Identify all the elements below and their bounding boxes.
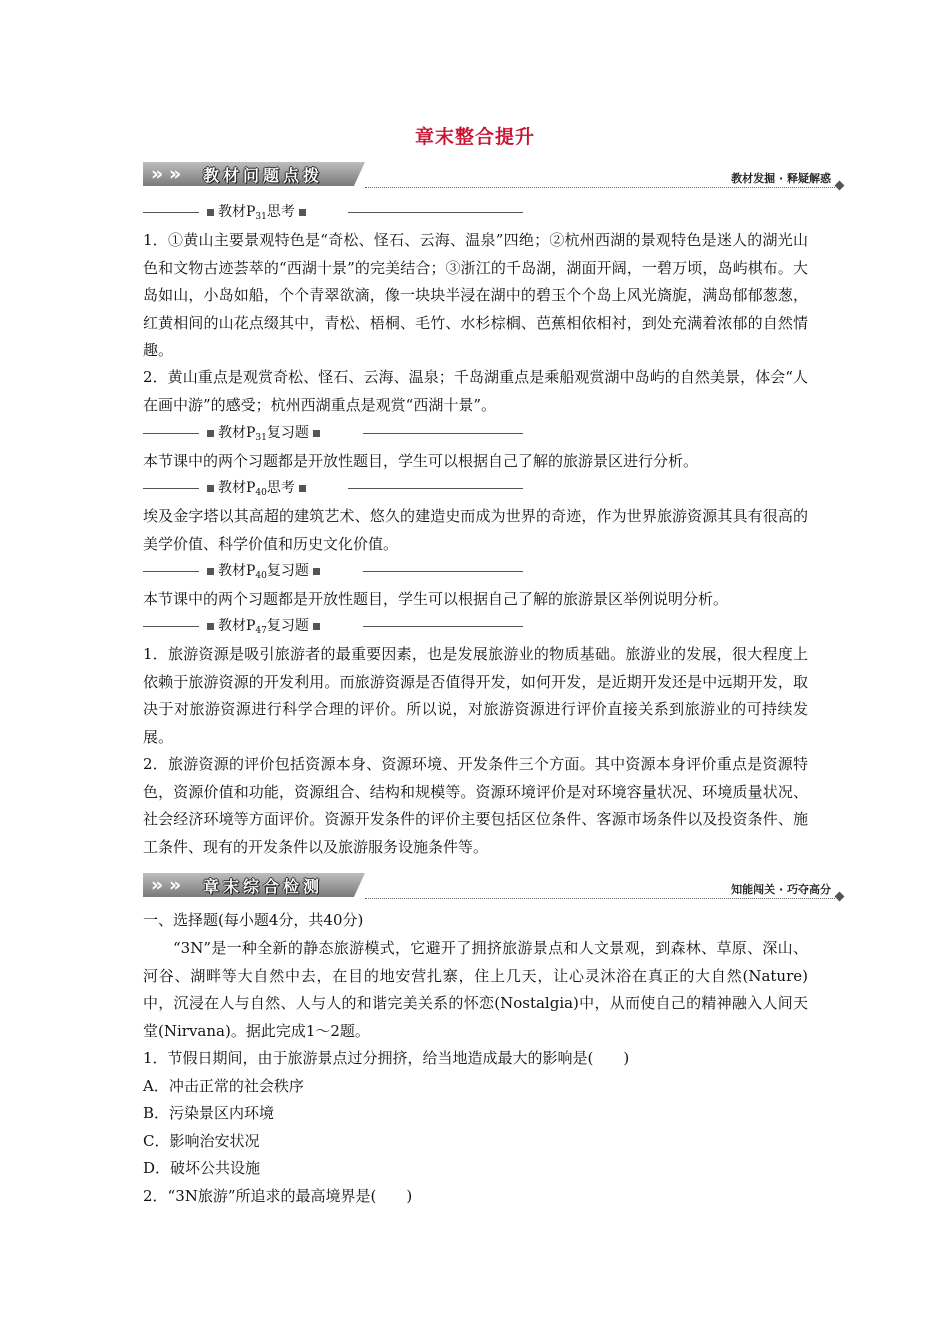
subheading-text xyxy=(203,478,310,503)
square-icon xyxy=(207,485,214,492)
page-title: 章末整合提升 xyxy=(414,126,535,148)
section-banner-exam xyxy=(143,871,843,901)
paragraph: 本节课中的两个习题都是开放性题目，学生可以根据自己了解的旅游景区进行分析。 xyxy=(143,452,699,470)
page-number: 40 xyxy=(255,571,267,581)
subheading xyxy=(143,423,523,443)
option-c: C．影响治安状况 xyxy=(143,1132,260,1150)
chevron-right-icon: » xyxy=(151,874,164,896)
square-icon xyxy=(313,430,320,437)
paragraph: 2．黄山重点是观赏奇松、怪石、云海、温泉；千岛湖重点是乘船观赏湖中岛屿的自然美景，体会“人在画中游”的感受；杭州西湖重点是观赏“西湖十景”。 xyxy=(143,368,808,414)
subheading-prefix: 教材P xyxy=(218,204,256,220)
subheading-suffix: 复习题 xyxy=(266,618,309,634)
paragraph: 1．旅游资源是吸引旅游者的最重要因素，也是发展旅游业的物质基础。旅游业的发展，很大程度上依赖于旅游资源的开发利用。而旅游资源是否值得开发，如何开发，是近期开发还是中远期开发，取决于对旅游资源进行科学合理的评价。所以说，对旅游资源进行评价直接关系到旅游业的可持续发展。 xyxy=(143,645,808,746)
subheading-text xyxy=(203,561,324,586)
subheading xyxy=(143,202,523,222)
option-d: D．破坏公共设施 xyxy=(143,1159,261,1177)
subheading xyxy=(143,478,523,498)
square-icon xyxy=(313,623,320,630)
rule-right xyxy=(363,433,523,434)
square-icon xyxy=(207,430,214,437)
paragraph: 2．旅游资源的评价包括资源本身、资源环境、开发条件三个方面。其中资源本身评价重点是资源特色，资源价值和功能，资源组合、结构和规模等。资源环境评价是对环境容量状况、环境质量状况、社会经济环境等方面评价。资源开发条件的评价主要包括区位条件、客源市场条件以及投资条件、施工条件、现有的开发条件以及旅游服务设施条件等。 xyxy=(143,755,808,856)
rule-left xyxy=(143,433,199,434)
square-icon xyxy=(299,209,306,216)
rule-right xyxy=(348,488,523,489)
subheading-prefix: 教材P xyxy=(218,618,256,634)
rule-right xyxy=(363,626,523,627)
section-banner-textbook xyxy=(143,160,843,190)
rule-left xyxy=(143,626,199,627)
subheading-suffix: 思考 xyxy=(266,204,295,220)
subheading-prefix: 教材P xyxy=(218,480,256,496)
banner-subtitle: 知能闯关 · 巧夺高分 xyxy=(731,883,831,896)
banner-label: 教材问题点拨 xyxy=(203,166,324,185)
subheading-prefix: 教材P xyxy=(218,563,256,579)
diamond-icon xyxy=(835,892,845,902)
square-icon xyxy=(313,568,320,575)
question-stem: “3N”是一种全新的静态旅游模式，它避开了拥挤旅游景点和人文景观，到森林、草原、深山、河谷、湖畔等大自然中去，在目的地安营扎寨，住上几天，让心灵沐浴在真正的大自然(Nature)中，沉浸在人与自然、人与人的和谐完美关系的怀恋(Nostalgia)中，从而使自己的精神融入人间天堂(Nirvana)。据此完成1～2题。 xyxy=(143,939,808,1040)
option-b: B．污染景区内环境 xyxy=(143,1104,275,1122)
subheading-text xyxy=(203,423,324,448)
section-heading: 一、选择题(每小题4分，共40分) xyxy=(143,911,364,929)
subheading xyxy=(143,616,523,636)
rule-right xyxy=(363,571,523,572)
chevron-right-icon: » xyxy=(169,874,182,896)
banner-subtitle: 教材发掘 · 释疑解惑 xyxy=(731,172,831,185)
subheading-suffix: 思考 xyxy=(266,480,295,496)
page-number: 40 xyxy=(255,488,267,498)
subheading-suffix: 复习题 xyxy=(266,425,309,441)
chevron-right-icon: » xyxy=(151,163,164,185)
square-icon xyxy=(207,623,214,630)
question-1: 1．节假日期间，由于旅游景点过分拥挤，给当地造成最大的影响是( ) xyxy=(143,1049,630,1067)
question-2: 2．“3N旅游”所追求的最高境界是( ) xyxy=(143,1187,413,1205)
subheading-suffix: 复习题 xyxy=(266,563,309,579)
subheading xyxy=(143,561,523,581)
rule-right xyxy=(348,212,523,213)
page-number: 31 xyxy=(255,212,267,222)
square-icon xyxy=(299,485,306,492)
paragraph: 埃及金字塔以其高超的建筑艺术、悠久的建造史而成为世界的奇迹，作为世界旅游资源其具有很高的美学价值、科学价值和历史文化价值。 xyxy=(143,507,808,553)
diamond-icon xyxy=(835,181,845,191)
rule-left xyxy=(143,488,199,489)
banner-label: 章末综合检测 xyxy=(203,877,324,896)
chevron-right-icon: » xyxy=(169,163,182,185)
rule-left xyxy=(143,212,199,213)
option-a: A．冲击正常的社会秩序 xyxy=(143,1077,304,1095)
page-number: 31 xyxy=(255,433,267,443)
rule-left xyxy=(143,571,199,572)
paragraph: 1．①黄山主要景观特色是“奇松、怪石、云海、温泉”四绝；②杭州西湖的景观特色是迷人的湖光山色和文物古迹荟萃的“西湖十景”的完美结合；③浙江的千岛湖，湖面开阔，一碧万顷，岛屿棋布。大岛如山，小岛如船，个个青翠欲滴，像一块块半浸在湖中的碧玉个个岛上风光旖旎，满岛郁郁葱葱，红黄相间的山花点缀其中，青松、梧桐、毛竹、水杉棕榈、芭蕉相依相衬，到处充满着浓郁的自然情趣。 xyxy=(143,231,808,359)
banner-divider xyxy=(365,898,835,899)
banner-divider xyxy=(365,187,835,188)
subheading-prefix: 教材P xyxy=(218,425,256,441)
subheading-text xyxy=(203,616,324,641)
square-icon xyxy=(207,209,214,216)
paragraph: 本节课中的两个习题都是开放性题目，学生可以根据自己了解的旅游景区举例说明分析。 xyxy=(143,590,729,608)
subheading-text xyxy=(203,202,310,227)
square-icon xyxy=(207,568,214,575)
page-number: 47 xyxy=(255,626,267,636)
